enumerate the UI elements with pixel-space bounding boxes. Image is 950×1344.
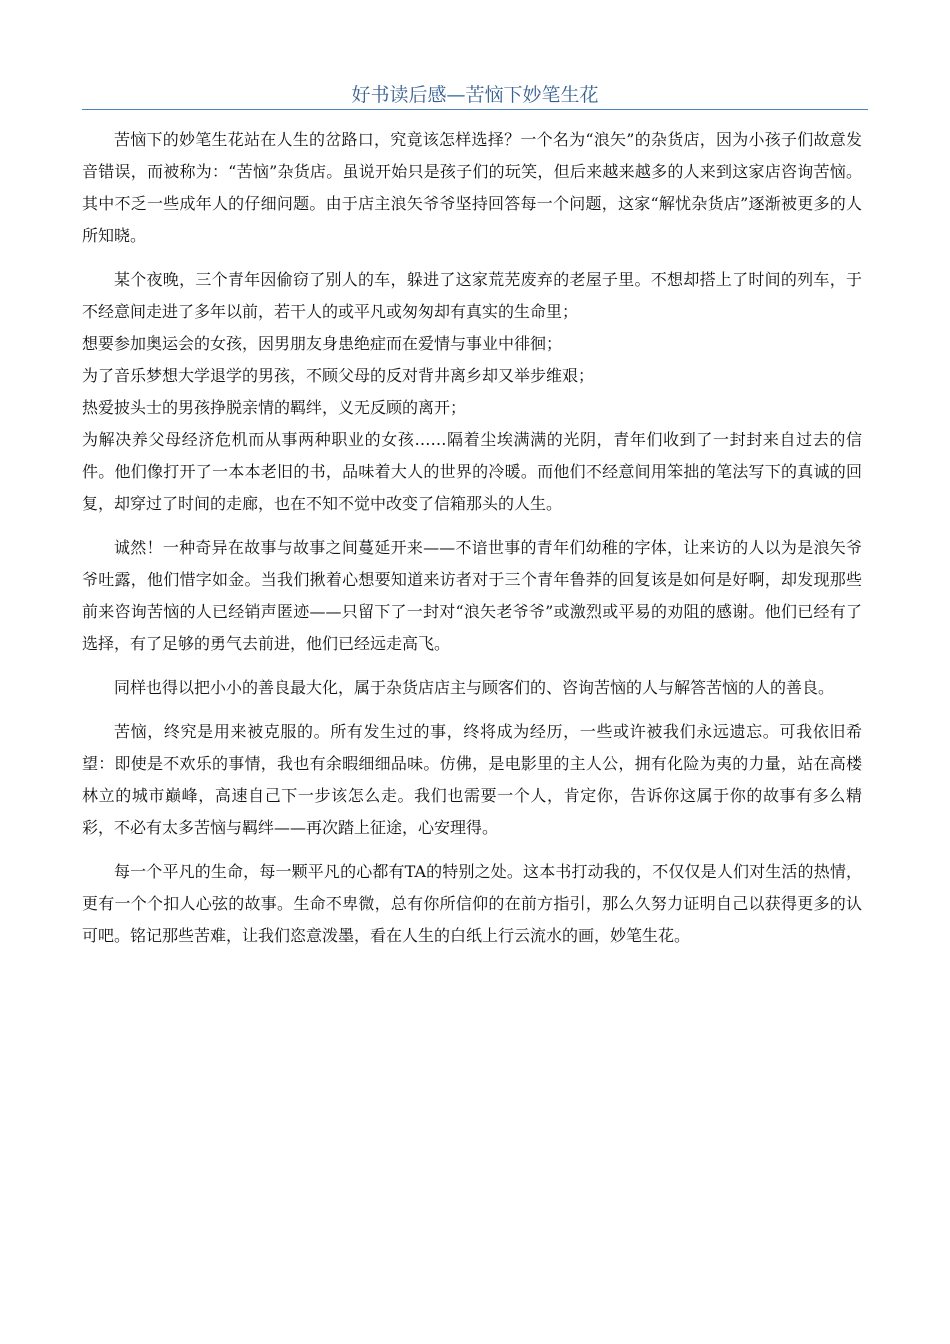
paragraph-list-item: 想要参加奥运会的女孩，因男朋友身患绝症而在爱情与事业中徘徊； [82, 334, 563, 353]
paragraph-worries: 苦恼，终究是用来被克服的。所有发生过的事，终将成为经历，一些或许被我们永远遗忘。可我依旧希望：即使是不欢乐的事情，我也有余暇细细品味。仿佛，是电影里的主人公，拥有化险为夷的力量，站在高楼林立的城市巅峰，高速自己下一步该怎么走。我们也需要一个人，肯定你，告诉你这属于你的故事有多么精彩，不必有太多苦恼与羁绊——再次踏上征途，心安理得。 [82, 722, 862, 837]
paragraph-intro: 苦恼下的妙笔生花站在人生的岔路口，究竟该怎样选择？一个名为“浪矢”的杂货店，因为小孩子们故意发音错误，而被称为：“苦恼”杂货店。虽说开始只是孩子们的玩笑，但后来越来越多的人来到这家店咨询苦恼。其中不乏一些成年人的仔细问题。由于店主浪矢爷爷坚持回答每一个问题，这家“解忧杂货店”逐渐被更多的人所知晓。 [82, 130, 862, 245]
page-title: 好书读后感—苦恼下妙笔生花 [82, 82, 868, 110]
paragraph-list-item: 热爱披头士的男孩挣脱亲情的羁绊，义无反顾的离开； [82, 398, 467, 417]
paragraph-conclusion: 每一个平凡的生命，每一颗平凡的心都有TA的特别之处。这本书打动我的，不仅仅是人们对生活的热情，更有一个个扣人心弦的故事。生命不卑微，总有你所信仰的在前方指引，那么久努力证明自己以获得更多的认可吧。铭记那些苦难，让我们恣意泼墨，看在人生的白纸上行云流水的画，妙笔生花。 [82, 862, 862, 945]
paragraph-list-item: 为了音乐梦想大学退学的男孩，不顾父母的反对背井离乡却又举步维艰； [82, 366, 595, 385]
paragraph-kindness: 同样也得以把小小的善良最大化，属于杂货店店主与顾客们的、咨询苦恼的人与解答苦恼的人的善良。 [114, 678, 835, 697]
paragraph-indeed: 诚然！一种奇异在故事与故事之间蔓延开来——不谙世事的青年们幼稚的字体，让来访的人以为是浪矢爷爷吐露，他们惜字如金。当我们揪着心想要知道来访者对于三个青年鲁莽的回复该是如何是好啊，却发现那些前来咨询苦恼的人已经销声匿迹——只留下了一封对“浪矢老爷爷”或激烈或平易的劝阻的感谢。他们已经有了选择，有了足够的勇气去前进，他们已经远走高飞。 [82, 538, 862, 653]
paragraph-letters: 为解决养父母经济危机而从事两种职业的女孩……隔着尘埃满满的光阴，青年们收到了一封封来自过去的信件。他们像打开了一本本老旧的书，品味着大人的世界的冷暖。而他们不经意间用笨拙的笔法写下的真诚的回复，却穿过了时间的走廊，也在不知不觉中改变了信箱那头的人生。 [82, 430, 862, 513]
paragraph-night: 某个夜晚，三个青年因偷窃了别人的车，躲进了这家荒芜废弃的老屋子里。不想却搭上了时间的列车，于不经意间走进了多年以前，若干人的或平凡或匆匆却有真实的生命里； [82, 270, 862, 321]
article-body [82, 124, 862, 952]
